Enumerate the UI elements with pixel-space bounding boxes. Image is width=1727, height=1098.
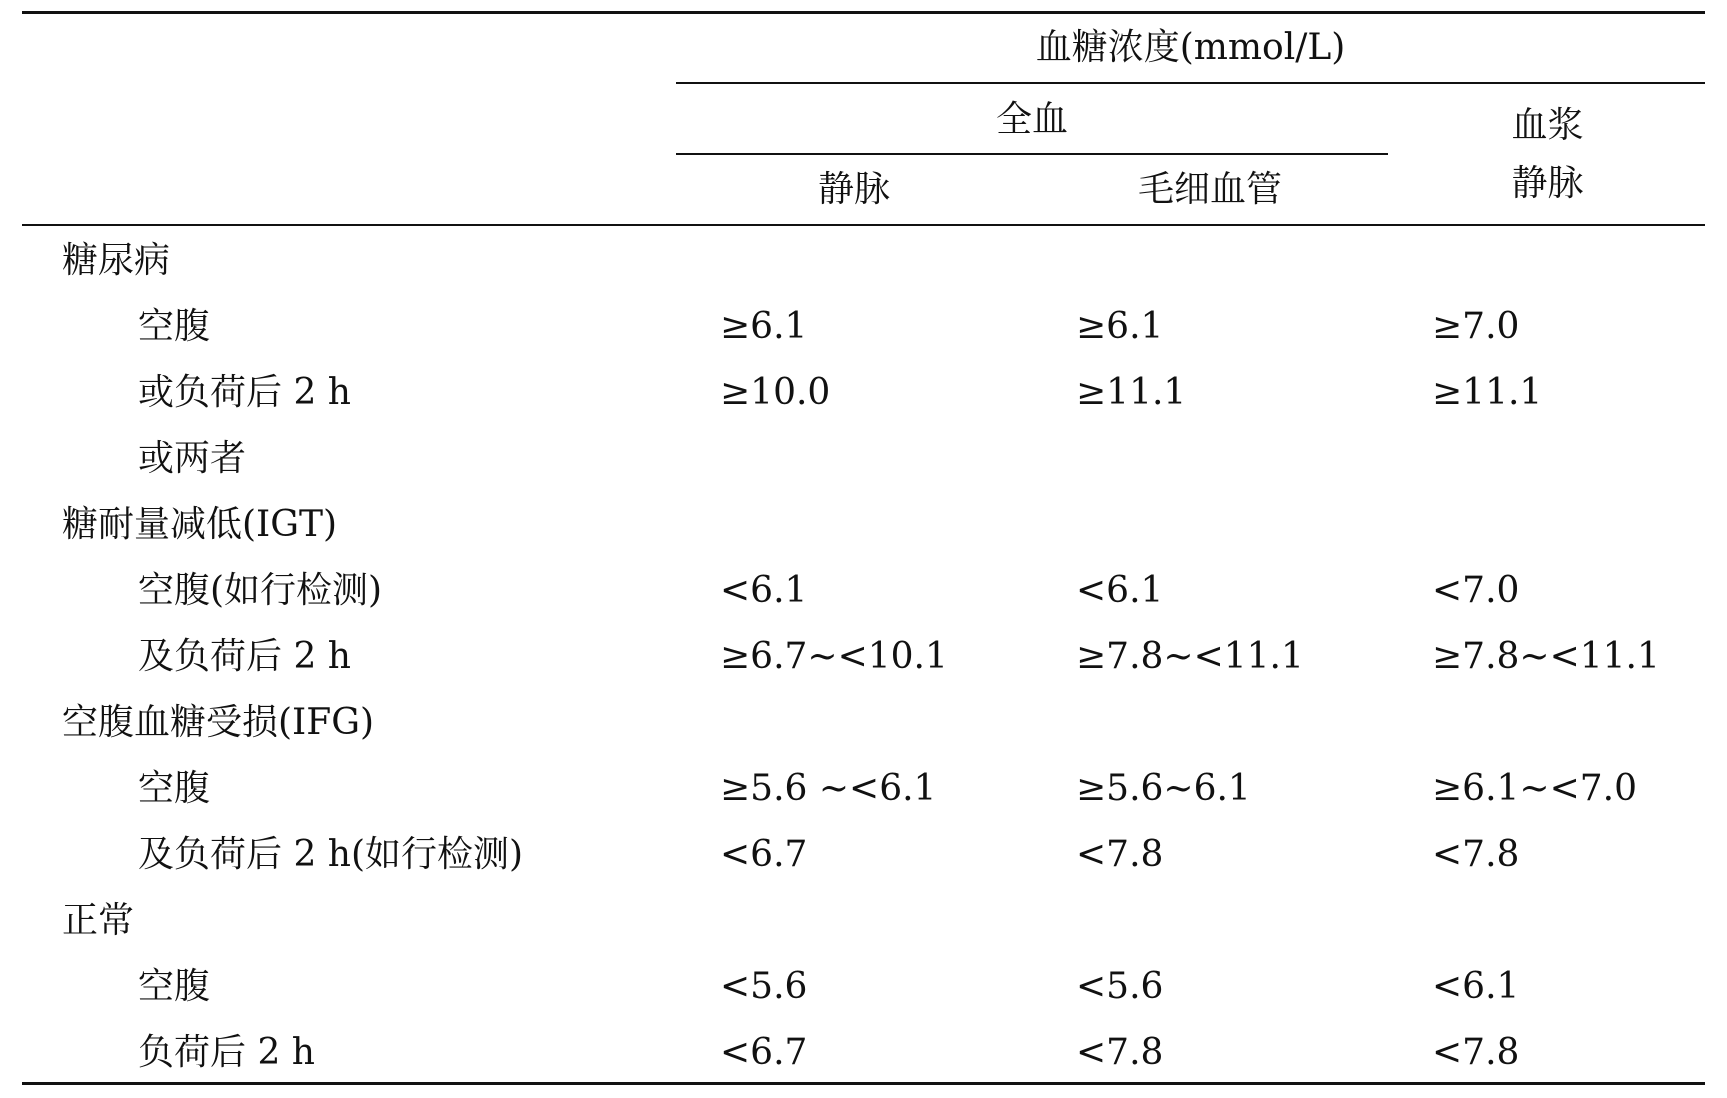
row-label: 空腹(如行检测) [138,570,383,611]
plasma-value: ≥7.0 [1432,306,1520,347]
venous-value: ≥5.6 ~<6.1 [720,768,937,809]
venous-value: ≥6.1 [720,306,808,347]
capillary-value: ≥11.1 [1076,372,1187,413]
row-label: 及负荷后 2 h [138,636,351,677]
row-label: 空腹 [138,966,211,1007]
venous-header: 静脉 [817,169,890,210]
capillary-value: ≥7.8~<11.1 [1076,636,1304,677]
row-label: 糖耐量减低(IGT) [62,504,338,545]
plasma-value: ≥6.1~<7.0 [1432,768,1637,809]
plasma-value: <7.8 [1432,1032,1520,1073]
row-label: 空腹 [138,768,211,809]
row-label: 空腹血糖受损(IFG) [62,702,375,743]
capillary-value: <7.8 [1076,834,1164,875]
row-label: 或负荷后 2 h [138,372,351,413]
plasma-value: <6.1 [1432,966,1520,1007]
capillary-value: <5.6 [1076,966,1164,1007]
row-label: 糖尿病 [62,240,171,281]
plasma-header: 血浆 [1511,105,1584,146]
plasma-value: ≥7.8~<11.1 [1432,636,1660,677]
whole-blood-header: 全血 [995,99,1068,140]
venous-value: <6.7 [720,1032,808,1073]
capillary-value: <7.8 [1076,1032,1164,1073]
blood-glucose-underline [676,82,1705,84]
plasma-value: <7.0 [1432,570,1520,611]
capillary-header: 毛细血管 [1137,169,1282,210]
header-bottom-rule [22,224,1705,226]
blood-glucose-header: 血糖浓度(mmol/L) [1035,27,1346,68]
top-rule [22,11,1705,14]
capillary-value: <6.1 [1076,570,1164,611]
row-label: 负荷后 2 h [138,1032,315,1073]
row-label: 空腹 [138,306,211,347]
capillary-value: ≥6.1 [1076,306,1164,347]
row-label: 或两者 [138,438,247,479]
plasma-value: ≥11.1 [1432,372,1543,413]
bottom-rule [22,1082,1705,1085]
row-label: 正常 [62,900,135,941]
venous-value: ≥6.7~<10.1 [720,636,948,677]
plasma-value: <7.8 [1432,834,1520,875]
venous-value: <5.6 [720,966,808,1007]
venous-value: <6.1 [720,570,808,611]
capillary-value: ≥5.6~6.1 [1076,768,1251,809]
plasma-venous-header: 静脉 [1511,163,1584,204]
row-label: 及负荷后 2 h(如行检测) [138,834,524,875]
venous-value: ≥10.0 [720,372,831,413]
whole-blood-underline [676,153,1388,155]
venous-value: <6.7 [720,834,808,875]
